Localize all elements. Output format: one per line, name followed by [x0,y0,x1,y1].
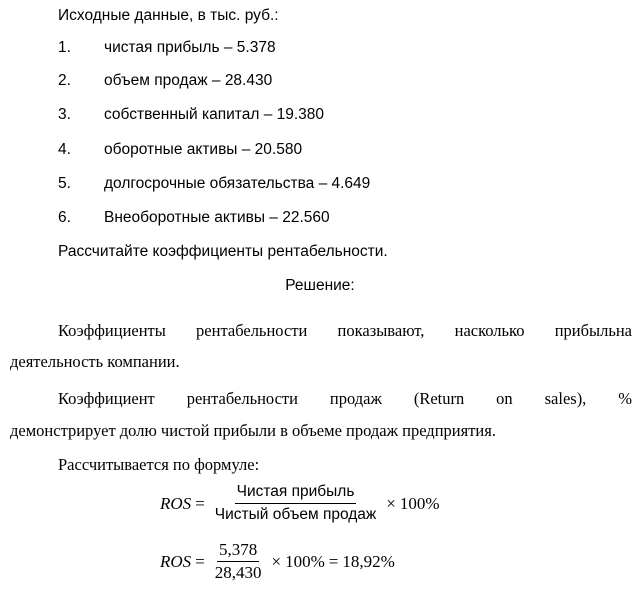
list-item-number: 2. [58,72,71,89]
list-item-number: 5. [58,175,71,192]
formula-factor: 100% [399,493,440,513]
fraction [213,482,379,525]
fraction [213,540,264,583]
list-item-text: долгосрочные обязательства – 4.649 [104,175,371,192]
formula-result: 18,92% [342,551,395,571]
list-item-text: собственный капитал – 19.380 [104,106,325,123]
formula-ros-calculation [160,540,395,583]
times-sign: × [386,493,396,513]
paragraph-2-line-2: демонстрирует долю чистой прибыли в объеме продаж предприятия. [10,421,496,440]
paragraph-1-line-2: деятельность компании. [10,352,180,371]
heading: Исходные данные, в тыс. руб.: [58,7,279,24]
fraction-denominator: 28,430 [214,563,262,582]
fraction-denominator: Чистый объем продаж [214,506,377,523]
paragraph-3: Рассчитывается по формуле: [58,455,260,474]
formula-factor: 100% [285,551,325,571]
formula-lhs: ROS [160,493,192,513]
formula-ros-definition [160,482,440,525]
paragraph-2-line-1: Коэффициент рентабельности продаж (Return on sales), % [58,389,632,408]
list-item-text: чистая прибыль – 5.378 [104,39,276,56]
list-item-number: 1. [58,39,71,56]
list-item-number: 3. [58,106,71,123]
list-item-number: 4. [58,141,71,158]
list-item-number: 6. [58,209,71,226]
equals-sign: = [195,551,205,571]
task-text: Рассчитайте коэффициенты рентабельности. [58,243,388,260]
fraction-numerator: Чистая прибыль [235,482,357,504]
solution-title: Решение: [285,277,355,294]
paragraph-1-line-1: Коэффициенты рентабельности показывают, насколько прибыльна [58,321,632,340]
equals-sign: = [195,493,205,513]
formula-lhs: ROS [160,551,192,571]
list-item-text: Внеоборотные активы – 22.560 [104,209,330,226]
equals-sign: = [328,551,339,571]
list-item-text: оборотные активы – 20.580 [104,141,303,158]
fraction-numerator: 5,378 [217,540,259,562]
times-sign: × [271,551,282,571]
list-item-text: объем продаж – 28.430 [104,72,273,89]
